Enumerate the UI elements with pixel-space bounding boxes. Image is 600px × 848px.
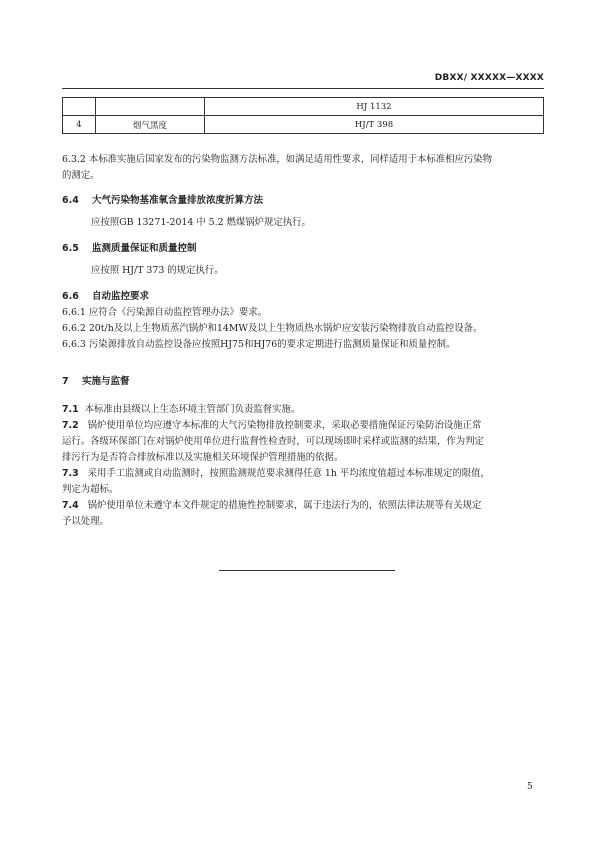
- clause-7-4: [62, 498, 544, 530]
- clause-6-6-3: 6.6.3 污染源排放自动监控设备应按照HJ75和HJ76的要求定期进行监测质量保证和质量控制。: [62, 339, 456, 350]
- clause-6-3-2: [62, 152, 544, 184]
- table-cell-method: HJ 1132: [205, 98, 544, 116]
- clause-text: 予以处理。: [62, 516, 109, 527]
- clause-text: 判定为超标。: [62, 484, 119, 495]
- end-of-document-rule: [219, 570, 395, 571]
- section-6-6-heading: [62, 288, 149, 302]
- table-row: [63, 98, 544, 116]
- section-number: 7: [62, 376, 69, 387]
- clause-6-3-2-line2: 的测定。: [62, 170, 100, 181]
- clause-text: 排污行为是否符合排放标准以及实施相关环境保护管理措施的依据。: [62, 452, 344, 463]
- section-title: 监测质量保证和质量控制: [92, 243, 197, 254]
- section-title: 大气污染物基准氧含量排放浓度折算方法: [92, 195, 264, 206]
- clause-number: 7.3: [62, 468, 79, 479]
- clause-number: 7.4: [62, 500, 79, 511]
- table-cell-no: [63, 98, 96, 116]
- monitoring-method-table: [62, 97, 544, 134]
- page-header-code: DBXX/ XXXXX—XXXX: [434, 73, 544, 83]
- clause-text: 运行。各级环保部门在对锅炉使用单位进行监督性检查时，可以现场即时采样或监测的结果，作为判定: [62, 436, 484, 447]
- clause-text: 锅炉使用单位均应遵守本标准的大气污染物排放控制要求，采取必要措施保证污染防治设施正常: [87, 420, 482, 431]
- section-title: 实施与监督: [82, 376, 130, 387]
- table-cell-item: [96, 98, 205, 116]
- clause-6-6-1: 6.6.1 应符合《污染源自动监控管理办法》要求。: [62, 307, 267, 318]
- table-row: [63, 116, 544, 134]
- clause-7-2: [62, 418, 544, 466]
- section-number: 6.6: [62, 291, 79, 302]
- section-6-4-heading: [62, 192, 263, 206]
- page-number: 5: [527, 782, 533, 792]
- section-7-clauses: [62, 402, 544, 530]
- clause-text: 本标准由县级以上生态环境主管部门负责监督实施。: [84, 404, 301, 415]
- clause-number: 7.2: [62, 420, 79, 431]
- section-7-heading: [62, 373, 130, 387]
- clause-number: 7.1: [62, 404, 79, 415]
- clause-6-6-2: 6.6.2 20t/h及以上生物质蒸汽锅炉和14MW及以上生物质热水锅炉应安装污染物排放自动监控设备。: [62, 323, 483, 334]
- section-6-6-list: [62, 305, 544, 353]
- table-cell-method: HJ/T 398: [205, 116, 544, 134]
- section-number: 6.4: [62, 195, 79, 206]
- clause-6-3-2-line1: 6.3.2 本标准实施后国家发布的污染物监测方法标准，如满足适用性要求，同样适用于本标准相应污染物: [62, 154, 492, 165]
- section-number: 6.5: [62, 243, 79, 254]
- table-cell-item: 烟气黑度: [96, 116, 205, 134]
- header-rule: [62, 88, 544, 89]
- section-6-5-body: 应按照 HJ/T 373 的规定执行。: [91, 265, 224, 276]
- clause-7-1: [62, 402, 544, 418]
- section-6-5-heading: [62, 240, 197, 254]
- clause-text: 采用手工监测或自动监测时，按照监测规范要求测得任意 1h 平均浓度值超过本标准规定的限值，: [87, 468, 490, 479]
- section-title: 自动监控要求: [92, 291, 150, 302]
- table-cell-no: 4: [63, 116, 96, 134]
- section-6-4-body: 应按照GB 13271-2014 中 5.2 燃煤锅炉规定执行。: [91, 217, 311, 228]
- clause-text: 锅炉使用单位未遵守本文件规定的措施性控制要求，属于违法行为的，依照法律法规等有关规定: [87, 500, 482, 511]
- clause-7-3: [62, 466, 544, 498]
